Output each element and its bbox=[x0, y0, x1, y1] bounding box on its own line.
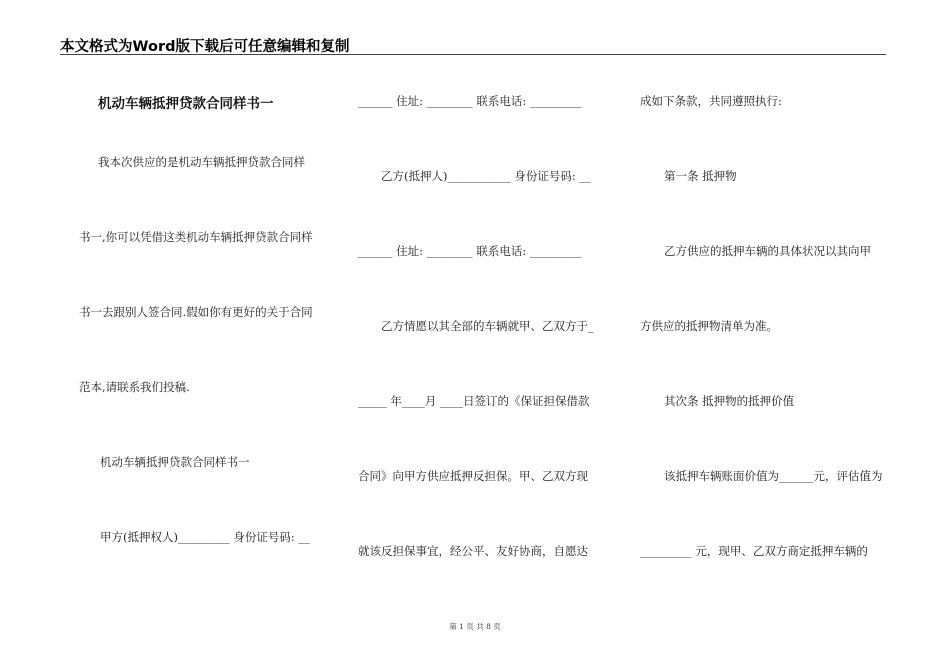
paragraph-line: _________ 元，现甲、乙双方商定抵押车辆的 bbox=[640, 544, 868, 558]
paragraph-line: 书一,你可以凭借这类机动车辆抵押贷款合同样 bbox=[79, 230, 313, 244]
paragraph-line: 书一去跟别人签合同.假如你有更好的关于合同 bbox=[79, 305, 313, 319]
section-heading: 第一条 抵押物 bbox=[664, 169, 737, 183]
paragraph-line: 该抵押车辆账面价值为______元，评估值为 bbox=[664, 469, 883, 483]
paragraph-line: 乙方情愿以其全部的车辆就甲、乙双方于_ bbox=[381, 319, 594, 333]
paragraph-line: 乙方供应的抵押车辆的具体状况以其向甲 bbox=[664, 244, 871, 258]
page-header bbox=[60, 36, 886, 55]
paragraph-line: 方供应的抵押物清单为准。 bbox=[640, 319, 778, 333]
paragraph-line: 机动车辆抵押贷款合同样书一 bbox=[100, 455, 250, 469]
paragraph-line: ______ 住址: ________ 联系电话: _________ bbox=[358, 94, 582, 108]
document-title: 机动车辆抵押贷款合同样书一 bbox=[98, 96, 274, 112]
page-number: 第 1 页 共 8 页 bbox=[449, 622, 501, 631]
paragraph-line: 合同》向甲方供应抵押反担保。甲、乙双方现 bbox=[358, 469, 588, 483]
paragraph-line: ______ 住址: ________ 联系电话: _________ bbox=[358, 244, 582, 258]
paragraph-line: _____ 年____月 ____日签订的《保证担保借款 bbox=[358, 394, 590, 408]
paragraph-line: 范本,请联系我们投稿. bbox=[79, 380, 190, 394]
paragraph-line: 我本次供应的是机动车辆抵押贷款合同样 bbox=[98, 155, 305, 169]
header-title: 本文格式为Word版下载后可任意编辑和复制 bbox=[60, 39, 350, 55]
paragraph-line: 乙方(抵押人)___________ 身份证号码: __ bbox=[381, 169, 591, 183]
paragraph-line: 甲方(抵押权人)_________ 身份证号码: __ bbox=[100, 530, 310, 544]
paragraph-line: 成如下条款，共同遵照执行: bbox=[640, 94, 782, 108]
section-heading: 其次条 抵押物的抵押价值 bbox=[664, 394, 795, 408]
paragraph-line: 就该反担保事宜，经公平、友好协商，自愿达 bbox=[358, 544, 588, 558]
